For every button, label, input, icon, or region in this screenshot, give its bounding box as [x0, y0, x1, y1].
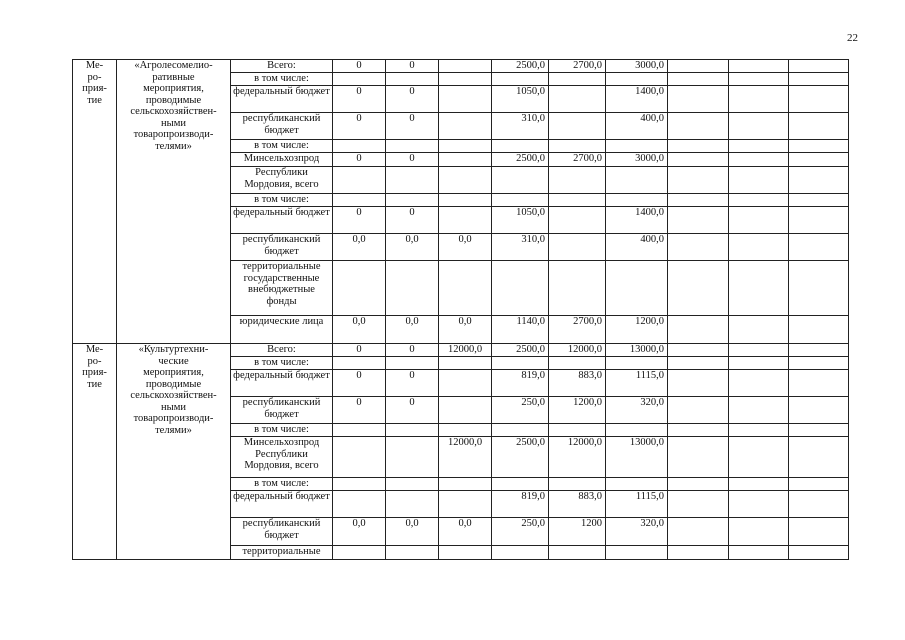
value-cell	[333, 73, 386, 86]
value-cell: 819,0	[492, 491, 549, 518]
value-cell	[729, 60, 789, 73]
value-cell	[333, 194, 386, 207]
value-cell	[789, 518, 849, 546]
funding-source-cell: в том числе:	[231, 424, 333, 437]
value-cell	[386, 424, 439, 437]
value-cell	[606, 546, 668, 560]
value-cell	[333, 261, 386, 316]
value-cell	[789, 86, 849, 113]
value-cell	[439, 194, 492, 207]
value-cell	[789, 113, 849, 140]
value-cell	[668, 234, 729, 261]
value-cell	[386, 437, 439, 478]
value-cell	[492, 261, 549, 316]
value-cell	[386, 73, 439, 86]
value-cell	[668, 194, 729, 207]
value-cell	[386, 478, 439, 491]
value-cell	[439, 73, 492, 86]
value-cell: 13000,0	[606, 437, 668, 478]
value-cell: 0,0	[439, 234, 492, 261]
value-cell	[439, 424, 492, 437]
value-cell	[789, 397, 849, 424]
value-cell: 250,0	[492, 397, 549, 424]
value-cell	[439, 167, 492, 194]
value-cell: 819,0	[492, 370, 549, 397]
value-cell	[606, 424, 668, 437]
value-cell	[333, 424, 386, 437]
value-cell: 0,0	[333, 518, 386, 546]
value-cell	[789, 370, 849, 397]
value-cell: 1400,0	[606, 207, 668, 234]
value-cell: 0,0	[333, 316, 386, 344]
value-cell: 2700,0	[549, 60, 606, 73]
value-cell: 0	[333, 207, 386, 234]
value-cell	[606, 140, 668, 153]
value-cell	[789, 424, 849, 437]
value-cell	[729, 357, 789, 370]
value-cell	[668, 140, 729, 153]
value-cell: 0	[386, 113, 439, 140]
table-row	[73, 344, 849, 357]
funding-source-cell: в том числе:	[231, 478, 333, 491]
value-cell	[789, 437, 849, 478]
value-cell	[729, 234, 789, 261]
value-cell	[386, 491, 439, 518]
funding-source-cell: республиканский бюджет	[231, 234, 333, 261]
value-cell: 3000,0	[606, 60, 668, 73]
value-cell: 1050,0	[492, 86, 549, 113]
value-cell	[668, 261, 729, 316]
measure-type-cell: Ме- ро- прия- тие	[73, 344, 117, 560]
value-cell	[668, 478, 729, 491]
value-cell	[492, 194, 549, 207]
value-cell	[386, 261, 439, 316]
value-cell	[668, 518, 729, 546]
value-cell	[668, 344, 729, 357]
value-cell	[439, 113, 492, 140]
value-cell	[492, 73, 549, 86]
value-cell: 1200,0	[606, 316, 668, 344]
funding-source-cell: территориальные государственные внебюджетные фонды	[231, 261, 333, 316]
value-cell	[439, 491, 492, 518]
value-cell: 310,0	[492, 234, 549, 261]
value-cell	[789, 478, 849, 491]
value-cell	[668, 167, 729, 194]
funding-source-cell: республиканский бюджет	[231, 518, 333, 546]
value-cell: 3000,0	[606, 153, 668, 167]
value-cell	[492, 357, 549, 370]
value-cell: 0	[333, 113, 386, 140]
funding-source-cell: республиканский бюджет	[231, 397, 333, 424]
funding-source-cell: Всего:	[231, 344, 333, 357]
funding-source-cell: федеральный бюджет	[231, 370, 333, 397]
value-cell	[729, 397, 789, 424]
value-cell	[606, 194, 668, 207]
value-cell	[789, 316, 849, 344]
funding-source-cell: в том числе:	[231, 140, 333, 153]
value-cell	[333, 491, 386, 518]
value-cell	[789, 491, 849, 518]
value-cell	[729, 424, 789, 437]
value-cell	[729, 153, 789, 167]
value-cell	[729, 478, 789, 491]
value-cell: 1200,0	[549, 397, 606, 424]
value-cell: 310,0	[492, 113, 549, 140]
value-cell: 2500,0	[492, 344, 549, 357]
value-cell	[789, 167, 849, 194]
value-cell	[492, 140, 549, 153]
value-cell	[729, 437, 789, 478]
value-cell	[549, 73, 606, 86]
value-cell	[668, 397, 729, 424]
value-cell	[789, 60, 849, 73]
value-cell	[439, 60, 492, 73]
funding-source-cell: федеральный бюджет	[231, 491, 333, 518]
value-cell	[668, 86, 729, 113]
value-cell	[549, 424, 606, 437]
value-cell: 0,0	[439, 518, 492, 546]
value-cell	[789, 207, 849, 234]
funding-source-cell: федеральный бюджет	[231, 86, 333, 113]
value-cell	[789, 140, 849, 153]
value-cell: 883,0	[549, 491, 606, 518]
value-cell: 0	[333, 344, 386, 357]
value-cell	[439, 546, 492, 560]
value-cell	[606, 357, 668, 370]
value-cell	[668, 424, 729, 437]
value-cell	[333, 478, 386, 491]
value-cell	[668, 437, 729, 478]
funding-source-cell: Минсельхозпрод Республики Мордовия, всего	[231, 437, 333, 478]
value-cell	[386, 357, 439, 370]
value-cell	[549, 234, 606, 261]
value-cell	[668, 113, 729, 140]
value-cell	[549, 478, 606, 491]
value-cell: 0	[333, 370, 386, 397]
value-cell	[606, 261, 668, 316]
value-cell: 0	[386, 370, 439, 397]
value-cell	[333, 437, 386, 478]
value-cell	[439, 140, 492, 153]
budget-table	[72, 59, 849, 560]
value-cell	[729, 518, 789, 546]
value-cell	[789, 261, 849, 316]
value-cell	[549, 194, 606, 207]
value-cell	[789, 73, 849, 86]
page-number: 22	[847, 32, 858, 44]
value-cell: 1140,0	[492, 316, 549, 344]
value-cell: 0,0	[386, 518, 439, 546]
value-cell: 1115,0	[606, 491, 668, 518]
value-cell: 1200	[549, 518, 606, 546]
value-cell	[549, 261, 606, 316]
funding-source-cell: Минсельхозпрод	[231, 153, 333, 167]
value-cell	[606, 167, 668, 194]
value-cell: 320,0	[606, 518, 668, 546]
value-cell	[668, 60, 729, 73]
value-cell	[439, 478, 492, 491]
value-cell	[439, 207, 492, 234]
value-cell	[333, 357, 386, 370]
value-cell	[549, 140, 606, 153]
value-cell: 2500,0	[492, 437, 549, 478]
funding-source-cell: Всего:	[231, 60, 333, 73]
value-cell	[439, 261, 492, 316]
value-cell: 12000,0	[439, 344, 492, 357]
value-cell	[549, 86, 606, 113]
funding-source-cell: Республики Мордовия, всего	[231, 167, 333, 194]
value-cell	[789, 153, 849, 167]
value-cell	[606, 73, 668, 86]
value-cell	[668, 73, 729, 86]
funding-source-cell: в том числе:	[231, 73, 333, 86]
value-cell: 2500,0	[492, 153, 549, 167]
value-cell: 250,0	[492, 518, 549, 546]
value-cell	[729, 207, 789, 234]
value-cell	[492, 424, 549, 437]
value-cell: 0	[386, 153, 439, 167]
value-cell: 0	[386, 60, 439, 73]
value-cell	[549, 546, 606, 560]
funding-source-cell: в том числе:	[231, 194, 333, 207]
value-cell	[729, 140, 789, 153]
value-cell	[789, 194, 849, 207]
value-cell	[789, 344, 849, 357]
value-cell: 0	[386, 397, 439, 424]
value-cell: 0	[333, 86, 386, 113]
value-cell	[492, 167, 549, 194]
funding-source-cell: территориальные	[231, 546, 333, 560]
value-cell	[333, 546, 386, 560]
value-cell	[668, 316, 729, 344]
value-cell: 0,0	[386, 234, 439, 261]
value-cell: 0	[333, 153, 386, 167]
value-cell	[606, 478, 668, 491]
value-cell: 2700,0	[549, 153, 606, 167]
value-cell	[492, 478, 549, 491]
value-cell	[729, 261, 789, 316]
funding-source-cell: республиканский бюджет	[231, 113, 333, 140]
value-cell	[333, 140, 386, 153]
value-cell	[492, 546, 549, 560]
value-cell	[729, 194, 789, 207]
value-cell	[549, 207, 606, 234]
value-cell	[729, 370, 789, 397]
value-cell	[789, 357, 849, 370]
value-cell: 0	[386, 207, 439, 234]
funding-source-cell: юридические лица	[231, 316, 333, 344]
value-cell	[549, 167, 606, 194]
table-row	[73, 60, 849, 73]
value-cell: 0	[386, 344, 439, 357]
value-cell: 0,0	[439, 316, 492, 344]
value-cell	[668, 370, 729, 397]
value-cell: 0	[333, 60, 386, 73]
measure-title-cell: «Агролесомелио- ративные мероприятия, проводимые сельскохозяйствен- ными товаропроизводи- телями»	[117, 60, 231, 344]
value-cell	[439, 86, 492, 113]
value-cell	[333, 167, 386, 194]
value-cell	[668, 207, 729, 234]
value-cell	[729, 316, 789, 344]
value-cell: 320,0	[606, 397, 668, 424]
value-cell	[729, 113, 789, 140]
value-cell: 400,0	[606, 234, 668, 261]
value-cell: 13000,0	[606, 344, 668, 357]
value-cell	[668, 357, 729, 370]
value-cell: 12000,0	[439, 437, 492, 478]
value-cell	[439, 357, 492, 370]
value-cell	[729, 546, 789, 560]
value-cell: 1115,0	[606, 370, 668, 397]
value-cell: 883,0	[549, 370, 606, 397]
value-cell: 0	[386, 86, 439, 113]
value-cell	[668, 491, 729, 518]
funding-source-cell: федеральный бюджет	[231, 207, 333, 234]
value-cell	[386, 167, 439, 194]
value-cell: 12000,0	[549, 344, 606, 357]
value-cell	[729, 344, 789, 357]
value-cell: 1050,0	[492, 207, 549, 234]
value-cell: 1400,0	[606, 86, 668, 113]
measure-type-cell: Ме- ро- прия- тие	[73, 60, 117, 344]
value-cell	[439, 397, 492, 424]
value-cell: 400,0	[606, 113, 668, 140]
value-cell	[789, 546, 849, 560]
value-cell	[729, 167, 789, 194]
value-cell	[386, 194, 439, 207]
value-cell	[729, 491, 789, 518]
value-cell	[729, 73, 789, 86]
value-cell	[386, 546, 439, 560]
value-cell	[439, 153, 492, 167]
value-cell	[729, 86, 789, 113]
value-cell: 0,0	[333, 234, 386, 261]
value-cell: 2500,0	[492, 60, 549, 73]
value-cell	[668, 153, 729, 167]
value-cell	[789, 234, 849, 261]
funding-source-cell: в том числе:	[231, 357, 333, 370]
measure-title-cell: «Культуртехни- ческие мероприятия, проводимые сельскохозяйствен- ными товаропроизводи- телями»	[117, 344, 231, 560]
value-cell: 0,0	[386, 316, 439, 344]
value-cell: 12000,0	[549, 437, 606, 478]
value-cell	[439, 370, 492, 397]
value-cell: 0	[333, 397, 386, 424]
value-cell: 2700,0	[549, 316, 606, 344]
value-cell	[549, 113, 606, 140]
value-cell	[386, 140, 439, 153]
value-cell	[668, 546, 729, 560]
value-cell	[549, 357, 606, 370]
